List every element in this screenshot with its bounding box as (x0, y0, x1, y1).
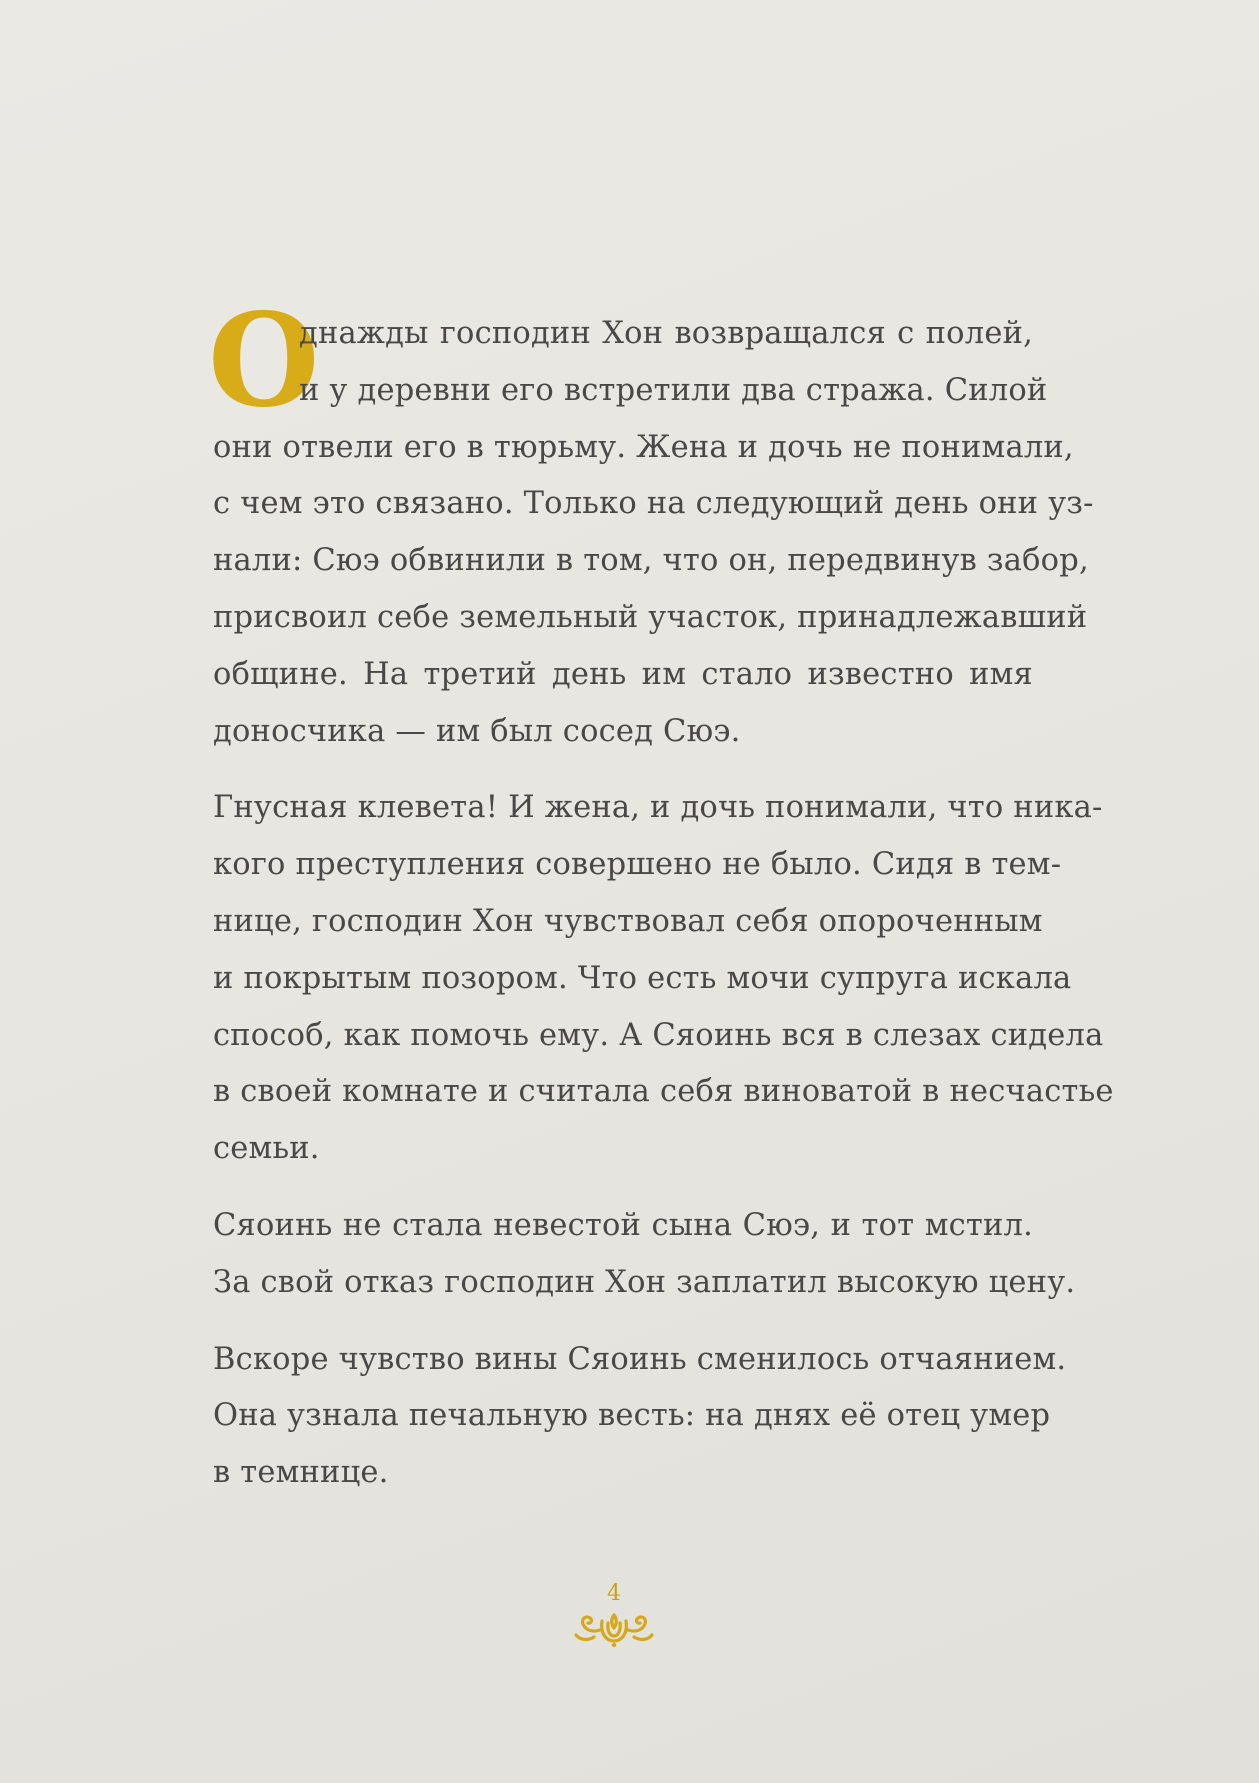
text-line: Гнусная клевета! И жена, и дочь понимали, что ника- (213, 790, 1103, 826)
text-line: кого преступления совершено не было. Сидя в тем- (213, 847, 1062, 883)
paragraph-4 (213, 1332, 1067, 1502)
text-line: доносчика — им был сосед Сюэ. (213, 713, 741, 749)
story-text (213, 306, 1114, 1522)
text-line: и покрытым позором. Что есть мочи супруга искала (213, 960, 1072, 996)
text-line: они отвели его в тюрьму. Жена и дочь не понимали, (213, 429, 1074, 465)
paragraph-1 (213, 306, 1094, 760)
text-line: и у деревни его встретили два стража. Силой (299, 372, 1048, 408)
text-line: Вскоре чувство вины Сяоинь сменилось отчаянием. (213, 1341, 1067, 1377)
text-line: с чем это связано. Только на следующий день они уз- (213, 486, 1094, 522)
floral-ornament-icon (572, 1607, 656, 1649)
text-line: За свой отказ господин Хон заплатил высокую цену. (213, 1264, 1076, 1300)
drop-cap: О (208, 286, 320, 436)
paragraph-2 (213, 780, 1114, 1178)
text-line: Сяоинь не стала невестой сына Сюэ, и тот мстил. (213, 1207, 1033, 1243)
page-number: 4 (607, 1581, 621, 1606)
text-line: присвоил себе земельный участок, принадлежавший (213, 599, 1088, 635)
text-line: Она узнала печальную весть: на днях её отец умер (213, 1398, 1051, 1434)
text-line: днажды господин Хон возвращался с полей, (299, 316, 1033, 351)
text-line: общине. На третий день им стало известно имя (213, 656, 1033, 692)
text-line: в своей комнате и считала себя виноватой в несчастье (213, 1074, 1114, 1110)
text-line: способ, как помочь ему. А Сяоинь вся в слезах сидела (213, 1017, 1104, 1053)
text-line: нице, господин Хон чувствовал себя опороченным (213, 903, 1043, 939)
text-line: нали: Сюэ обвинили в том, что он, передвинув забор, (213, 543, 1089, 579)
text-line: семьи. (213, 1131, 320, 1167)
paragraph-3 (213, 1198, 1076, 1312)
text-line: в темнице. (213, 1455, 389, 1491)
